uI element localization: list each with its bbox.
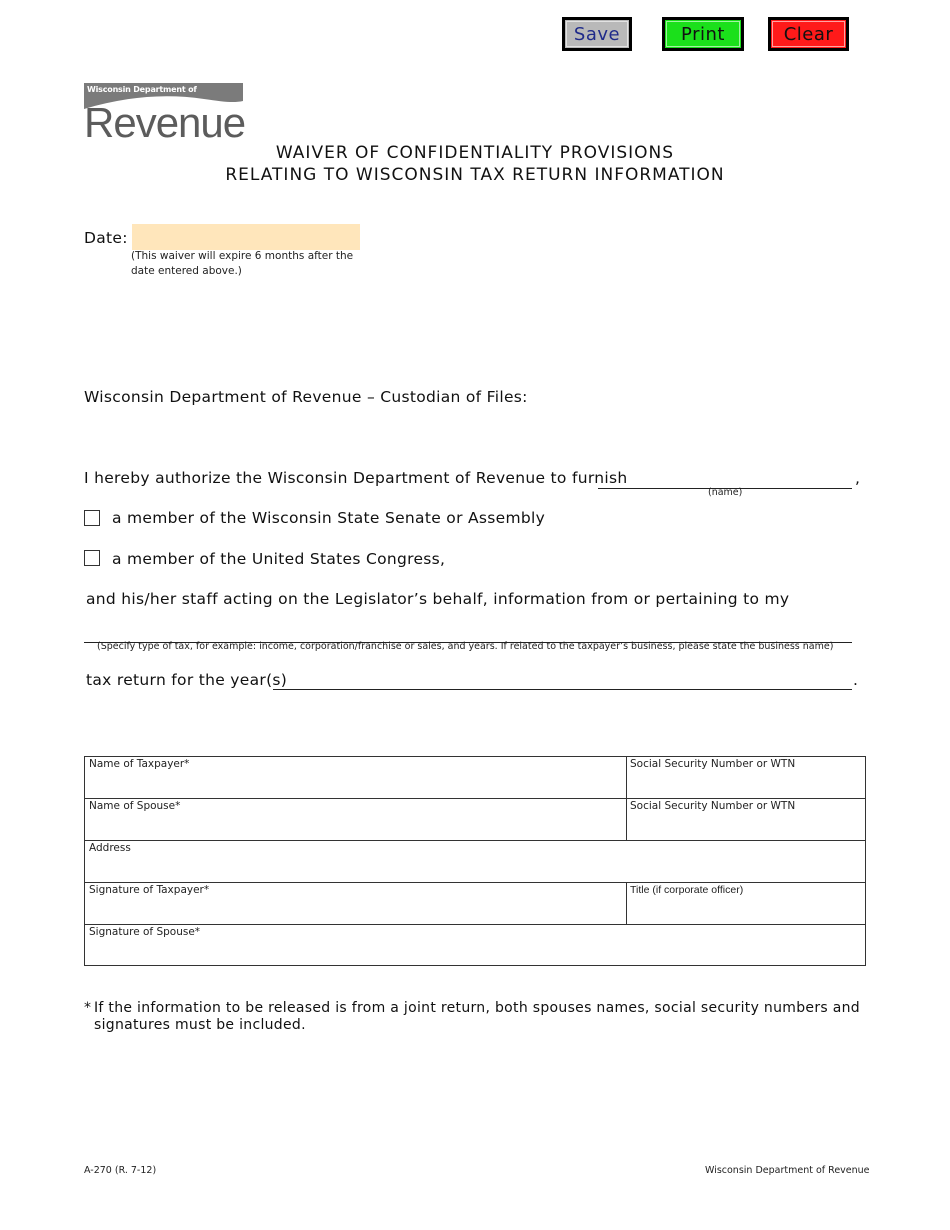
spouse-signature-cell[interactable] xyxy=(85,925,865,965)
taxpayer-name-cell[interactable] xyxy=(85,757,626,798)
senate-assembly-checkbox[interactable] xyxy=(84,510,100,526)
tax-type-field[interactable] xyxy=(84,624,852,642)
congress-label: a member of the United States Congress, xyxy=(112,550,446,568)
taxpayer-signature-label: Signature of Taxpayer* xyxy=(89,884,210,896)
spouse-signature-label: Signature of Spouse* xyxy=(89,926,201,938)
footnote-marker: * xyxy=(84,1000,92,1016)
tax-year-line xyxy=(273,689,852,690)
spouse-ssn-cell[interactable] xyxy=(626,799,865,840)
authorize-text: I hereby authorize the Wisconsin Department of Revenue to furnish xyxy=(84,469,628,487)
footer-agency: Wisconsin Department of Revenue xyxy=(705,1165,870,1176)
save-button[interactable] xyxy=(562,17,632,51)
spouse-ssn-label: Social Security Number or WTN xyxy=(630,800,796,812)
revenue-logo xyxy=(84,83,246,147)
clear-button[interactable] xyxy=(768,17,849,51)
taxpayer-info-table xyxy=(84,756,866,966)
senate-assembly-label: a member of the Wisconsin State Senate or Assembly xyxy=(112,509,546,527)
form-title-line2: RELATING TO WISCONSIN TAX RETURN INFORMATION xyxy=(225,165,725,185)
logo-big-text: Revenue xyxy=(84,99,246,146)
congress-checkbox[interactable] xyxy=(84,550,100,566)
staff-text: and his/her staff acting on the Legislator’s behalf, information from or pertaining to my xyxy=(86,590,790,608)
name-field[interactable] xyxy=(598,470,852,488)
tax-year-label: tax return for the year(s) xyxy=(86,671,288,689)
salutation: Wisconsin Department of Revenue – Custodian of Files: xyxy=(84,388,528,406)
form-title-line1: WAIVER OF CONFIDENTIALITY PROVISIONS xyxy=(275,143,675,163)
date-field[interactable] xyxy=(132,224,360,250)
print-button-label: Print xyxy=(681,23,725,45)
logo-small-text: Wisconsin Department of xyxy=(87,85,197,94)
spouse-name-label: Name of Spouse* xyxy=(89,800,181,812)
footnote-line2: signatures must be included. xyxy=(94,1017,306,1033)
address-label: Address xyxy=(89,842,131,854)
date-label: Date: xyxy=(84,229,128,247)
tax-year-period: . xyxy=(853,671,859,689)
print-button[interactable] xyxy=(662,17,744,51)
clear-button-label: Clear xyxy=(783,23,834,45)
title-label: Title (if corporate officer) xyxy=(630,884,744,896)
taxpayer-ssn-cell[interactable] xyxy=(626,757,865,798)
form-number: A-270 (R. 7-12) xyxy=(84,1165,157,1176)
footnote-line1: If the information to be released is from a joint return, both spouses names, social security numbers and xyxy=(94,1000,860,1016)
name-comma: , xyxy=(855,469,861,487)
taxpayer-ssn-label: Social Security Number or WTN xyxy=(630,758,796,770)
date-note: (This waiver will expire 6 months after the date entered above.) xyxy=(131,250,354,277)
name-caption: (name) xyxy=(708,487,743,498)
save-button-label: Save xyxy=(573,23,621,45)
spouse-name-cell[interactable] xyxy=(85,799,626,840)
title-cell[interactable] xyxy=(626,883,865,924)
taxpayer-signature-cell[interactable] xyxy=(85,883,626,924)
tax-type-caption: (Specify type of tax, for example: income, corporation/franchise or sales, and years. If related to the taxpayer’s business, please state the business name) xyxy=(97,641,834,652)
address-cell[interactable] xyxy=(85,841,865,882)
taxpayer-name-label: Name of Taxpayer* xyxy=(89,758,190,770)
tax-year-field[interactable] xyxy=(273,671,852,689)
